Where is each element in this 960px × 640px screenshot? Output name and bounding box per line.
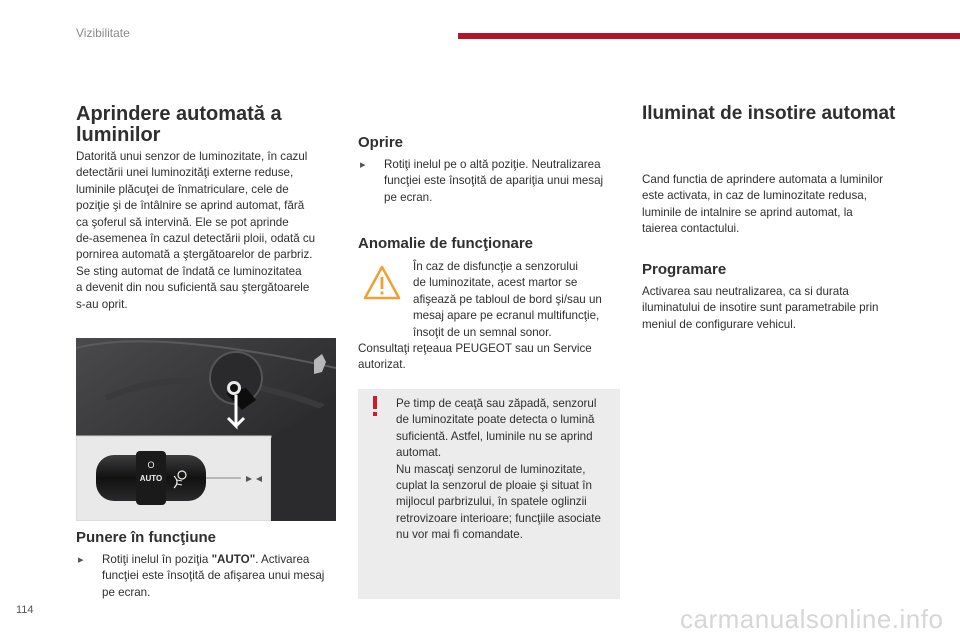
oprire-bullet <box>358 157 620 206</box>
section-header: Vizibilitate <box>76 26 130 40</box>
warning-triangle-icon <box>362 264 402 302</box>
auto-lights-title <box>76 104 282 146</box>
programare-paragraph <box>642 284 922 333</box>
paragraph-line: mesaj apare pe ecranul multifuncţie, <box>413 309 600 323</box>
bullet-text-pre: Rotiţi inelul în poziţia <box>102 553 212 566</box>
paragraph-line: afişează pe tabloul de bord şi/sau un <box>413 292 602 306</box>
bullet-row <box>358 157 620 173</box>
paragraph-line: Activarea sau neutralizarea, ca si durata <box>642 285 849 298</box>
paragraph-line: Se sting automat de îndată ce luminozitatea <box>76 264 302 278</box>
bullet-text <box>102 552 309 568</box>
paragraph-line: pornirea automată a ştergătoarelor de parbriz. <box>76 248 313 262</box>
auto-lights-paragraph <box>76 149 346 313</box>
paragraph-line: Consultaţi reţeaua PEUGEOT sau un Service <box>358 342 592 355</box>
programare-title: Programare <box>642 261 727 278</box>
bullet-row <box>76 552 346 568</box>
off-position-label: O <box>147 460 155 470</box>
paragraph-line: însoţit de un semnal sonor. <box>413 325 552 339</box>
paragraph-line: nu vor mai fi comandate. <box>396 528 523 542</box>
paragraph-line: În caz de disfuncţie a senzorului <box>413 260 578 273</box>
bullet-continuation: funcţiei este însoţită de afişarea unui mesaj <box>102 569 325 583</box>
exclamation-icon <box>370 395 380 417</box>
paragraph-line: suficientă. Astfel, luminile nu se aprind <box>396 429 593 443</box>
title-line: Aprindere automată a <box>76 103 282 125</box>
paragraph-line: taierea contactului. <box>642 222 740 236</box>
anomalie-contact-text <box>358 341 620 374</box>
paragraph-line: luminile plăcuţei de înmatriculare, cele de <box>76 182 289 196</box>
paragraph-line: de-asemenea în cazul detectării ploii, odată cu <box>76 232 316 246</box>
bullet-text: Rotiţi inelul pe o altă poziţie. Neutralizarea <box>384 158 601 171</box>
paragraph-line: de luminozitate, acest martor se <box>413 276 578 290</box>
paragraph-line: meniul de configurare vehicul. <box>642 317 797 331</box>
escort-lighting-paragraph <box>642 172 922 238</box>
paragraph-line: autorizat. <box>358 358 406 372</box>
paragraph-line: Cand functia de aprindere automata a luminilor <box>642 173 884 186</box>
paragraph-line: Nu mascaţi senzorul de luminozitate, <box>396 462 586 476</box>
bullet-continuation: pe ecran. <box>102 585 151 599</box>
paragraph-line: iluminatului de insotire sunt parametrabile prin <box>642 301 879 315</box>
anomalie-paragraph <box>413 259 623 341</box>
title-line: luminilor <box>76 124 161 146</box>
page-number: 114 <box>16 604 34 616</box>
bullet-continuation: funcţiei este însoţită de apariţia unui mesaj <box>384 174 604 188</box>
light-switch-photo <box>76 338 336 521</box>
bullet-text-bold: "AUTO" <box>211 553 256 566</box>
bullet-continuation: pe ecran. <box>384 190 433 204</box>
oprire-title: Oprire <box>358 134 404 151</box>
bullet-arrow-icon: ▸ <box>78 554 84 566</box>
auto-position-label: AUTO <box>139 474 163 483</box>
paragraph-line: poziţie şi de întâlnire se aprind automat, fără <box>76 199 305 213</box>
paragraph-line: automat. <box>396 446 442 460</box>
bullet-arrow-icon: ▸ <box>360 159 366 171</box>
paragraph-line: Datorită unui senzor de luminozitate, în cazul <box>76 150 308 163</box>
paragraph-line: a devenit din nou suficientă sau ştergătoarele <box>76 281 310 295</box>
paragraph-line: Pe timp de ceaţă sau zăpadă, senzorul <box>396 397 597 410</box>
header-accent-bar <box>458 33 960 39</box>
paragraph-line: de luminozitate poate detecta o lumină <box>396 413 595 427</box>
anomalie-title: Anomalie de funcţionare <box>358 235 534 252</box>
paragraph-line: ca şoferul să intervină. Ele se pot aprinde <box>76 215 289 229</box>
note-paragraph <box>396 396 618 544</box>
punere-bullet <box>76 552 346 601</box>
paragraph-line: mijlocul parbrizului, în spatele oglinzii <box>396 495 587 509</box>
paragraph-line: s-au oprit. <box>76 297 128 311</box>
bullet-text-post: . Activarea <box>255 553 310 566</box>
paragraph-line: luminile de intalnire se aprind automat, la <box>642 205 853 219</box>
escort-lighting-title: Iluminat de insotire automat <box>642 103 896 124</box>
watermark: carmanualsonline.info <box>680 604 944 634</box>
paragraph-line: cuplat la senzorul de ploaie şi situat în <box>396 479 592 493</box>
paragraph-line: retrovizoare interioare; funcţiile asociate <box>396 511 601 525</box>
paragraph-line: detectării unei luminozităţi externe reduse, <box>76 166 294 180</box>
paragraph-line: este activata, in caz de luminozitate redusa, <box>642 189 867 203</box>
punere-title: Punere în funcţiune <box>76 529 217 546</box>
